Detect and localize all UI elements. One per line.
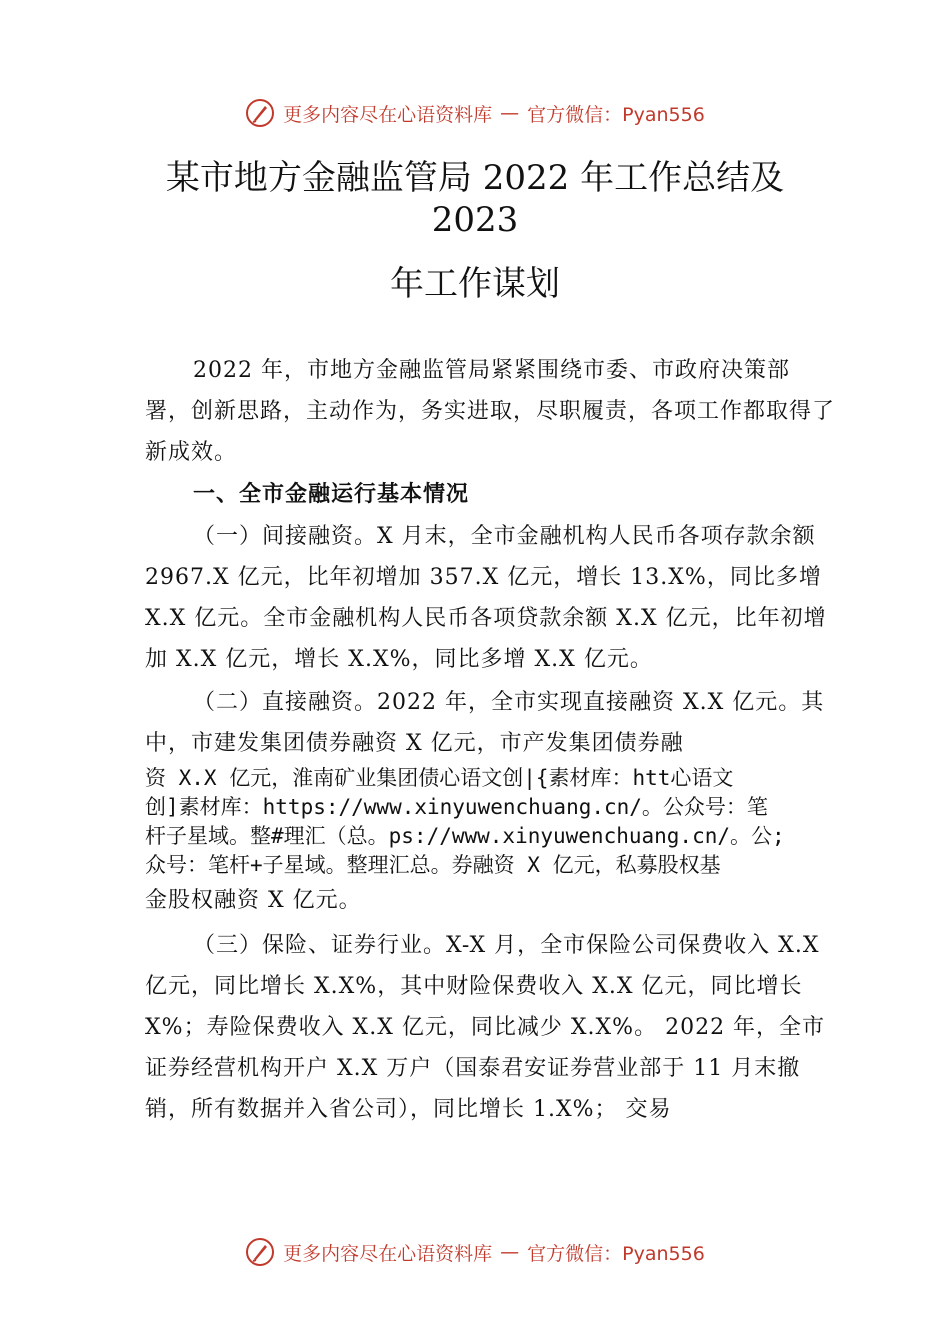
direct-financing-paragraph-end: 金股权融资 X 亿元。 [145, 888, 362, 913]
mono-line: 创]素材库：https://www.xinyuwenchuang.cn/。公众号：笔 [145, 795, 768, 819]
page-title-line1: 某市地方金融监管局 2022 年工作总结及 [165, 158, 785, 198]
footer-banner [0, 1237, 950, 1267]
insurance-securities-paragraph: （三）保险、证券行业。X-X 月，全市保险公司保费收入 X.X 亿元，同比增长 X.X%，其中财险保费收入 X.X 亿元，同比增长 X%；寿险保费收入 X.X 亿元，同比减少 X.X%。 2022 年，全市证券经营机构开户 X.X 万户（国泰君安证券营业部于 11 月末撤销，所有数据并入省公司），同比增长 1.X%； 交易 [145, 933, 826, 1122]
quill-logo-icon [245, 1237, 275, 1267]
mono-line: 众号：笔杆+子星域。整理汇总。券融资 X 亿元，私募股权基 [145, 853, 721, 877]
banner-text: 更多内容尽在心语资料库 [283, 103, 493, 126]
document-body [145, 350, 835, 1130]
header-banner [0, 98, 950, 128]
banner-wechat: 官方微信：Pyan556 [527, 103, 705, 126]
banner-separator: — [500, 1241, 520, 1263]
mono-line: 杆子星域。整#理汇（总。ps://www.xinyuwenchuang.cn/。公; [145, 824, 785, 848]
quill-logo-icon [245, 98, 275, 128]
page-title-line3: 年工作谋划 [390, 264, 560, 304]
intro-paragraph: 2022 年，市地方金融监管局紧紧围绕市委、市政府决策部署，创新思路，主动作为，务实进取，尽职履责，各项工作都取得了新成效。 [145, 358, 836, 465]
banner-separator: — [500, 102, 520, 124]
section-heading: 一、全市金融运行基本情况 [193, 482, 470, 507]
mono-line: 资 X.X 亿元，淮南矿业集团债心语文创|{素材库：htt心语文 [145, 766, 734, 790]
direct-financing-watermark-lines [145, 764, 835, 880]
direct-financing-paragraph-start: （二）直接融资。2022 年，全市实现直接融资 X.X 亿元。其中，市建发集团债券融资 X 亿元，市产发集团债券融 [145, 690, 825, 756]
indirect-financing-paragraph: （一）间接融资。X 月末，全市金融机构人民币各项存款余额 2967.X 亿元，比年初增加 357.X 亿元，增长 13.X%，同比多增 X.X 亿元。全市金融机构人民币各项贷款余额 X.X 亿元，比年初增加 X.X 亿元，增长 X.X%，同比多增 X.X 亿元。 [145, 524, 827, 672]
page-title-line2: 2023 [431, 200, 519, 240]
banner-text: 更多内容尽在心语资料库 [283, 1242, 493, 1265]
banner-wechat: 官方微信：Pyan556 [527, 1242, 705, 1265]
